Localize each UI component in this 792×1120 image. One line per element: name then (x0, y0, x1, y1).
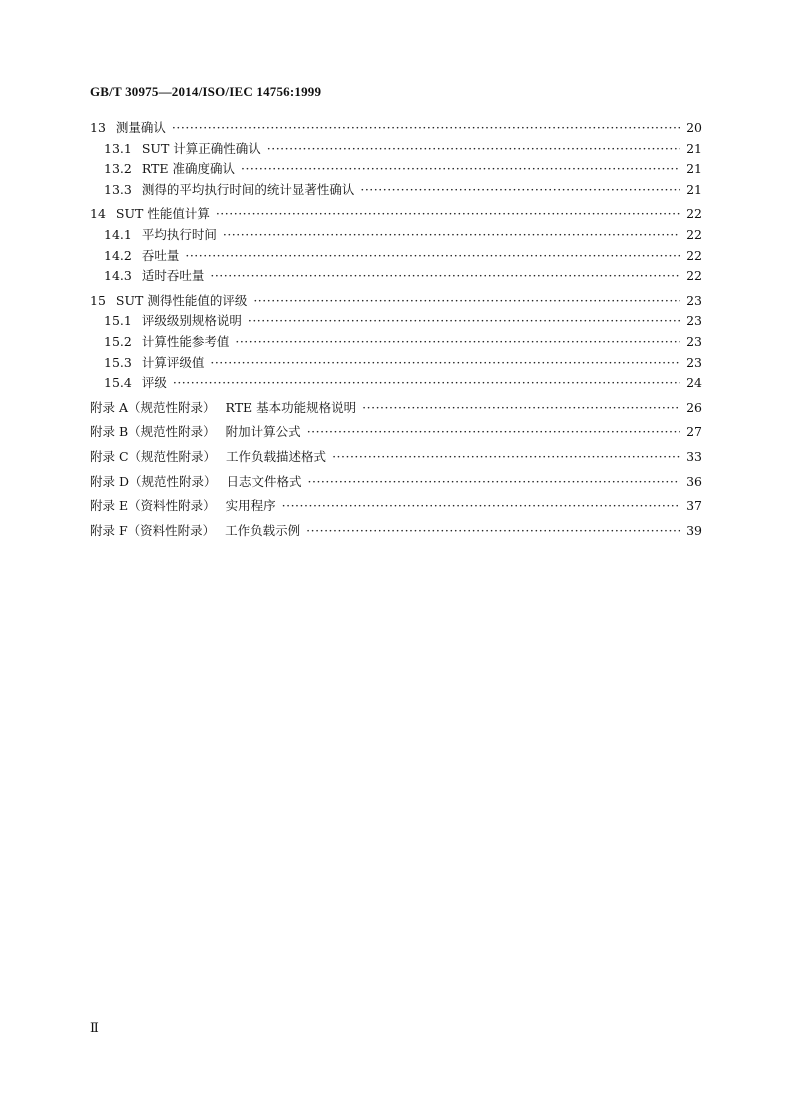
toc-entry-number: 13.2 (104, 161, 132, 177)
toc-leader-dots (308, 474, 681, 489)
table-of-contents (90, 118, 702, 541)
toc-entry-title: 平均执行时间 (141, 226, 217, 242)
toc-entry-page: 21 (686, 181, 702, 197)
toc-leader-dots (248, 313, 680, 328)
toc-entry[interactable] (90, 291, 702, 312)
toc-entry-title: 测量确认 (115, 120, 166, 135)
toc-entry-title: SUT 计算正确性确认 (141, 140, 261, 156)
toc-entry-page: 20 (686, 120, 702, 135)
toc-entry-number: 附录 D（规范性附录） (90, 473, 217, 489)
toc-leader-dots (253, 293, 680, 308)
toc-leader-dots (235, 334, 680, 349)
document-standard-header: GB/T 30975—2014/ISO/IEC 14756:1999 (90, 84, 322, 99)
toc-entry-title: 吞吐量 (141, 247, 180, 263)
toc-entry-title: SUT 性能值计算 (115, 206, 210, 222)
toc-entry[interactable] (90, 266, 702, 287)
toc-entry-title: SUT 测得性能值的评级 (115, 292, 248, 308)
toc-leader-dots (172, 120, 680, 135)
toc-entry[interactable] (90, 204, 702, 225)
toc-entry-number: 15 (90, 292, 106, 308)
toc-entry-page: 22 (686, 226, 702, 242)
toc-entry-page: 22 (686, 247, 702, 263)
toc-leader-dots (223, 227, 680, 242)
toc-entry-page: 21 (686, 140, 702, 156)
toc-entry[interactable] (90, 373, 702, 394)
toc-entry-title: 评级 (141, 375, 167, 391)
toc-entry-number: 附录 F（资料性附录） (90, 522, 216, 538)
toc-entry-page: 37 (686, 498, 702, 514)
toc-entry-number: 附录 E（资料性附录） (90, 498, 216, 514)
toc-leader-dots (282, 498, 680, 513)
toc-entry-title: 评级级别规格说明 (141, 313, 242, 329)
toc-leader-dots (306, 523, 680, 538)
toc-entry-title: 计算评级值 (141, 354, 205, 370)
toc-entry-title: 附加计算公式 (225, 424, 301, 440)
toc-entry[interactable] (90, 496, 702, 517)
toc-entry-title: 日志文件格式 (226, 473, 302, 489)
toc-entry-number: 14.2 (104, 247, 132, 263)
toc-entry-page: 33 (686, 448, 702, 464)
toc-leader-dots (173, 375, 680, 390)
toc-entry-title: 实用程序 (225, 498, 276, 514)
toc-entry-page: 22 (686, 206, 702, 222)
toc-entry-page: 23 (686, 313, 702, 329)
toc-entry[interactable] (90, 422, 702, 443)
toc-entry-number: 13 (90, 120, 106, 135)
toc-entry[interactable] (90, 139, 702, 160)
toc-entry[interactable] (90, 159, 702, 180)
toc-leader-dots (241, 161, 680, 176)
toc-entry-title: RTE 基本功能规格说明 (225, 399, 357, 415)
toc-entry[interactable] (90, 472, 702, 493)
toc-entry[interactable] (90, 353, 702, 374)
toc-entry-number: 附录 C（规范性附录） (90, 448, 217, 464)
toc-entry-number: 14.1 (104, 226, 132, 242)
toc-entry-page: 26 (686, 399, 702, 415)
toc-entry-number: 附录 B（规范性附录） (90, 424, 216, 440)
toc-entry-number: 14 (90, 206, 106, 222)
toc-entry-number: 14.3 (104, 268, 132, 284)
toc-entry-number: 附录 A（规范性附录） (90, 399, 216, 415)
toc-entry-title: 测得的平均执行时间的统计显著性确认 (141, 181, 355, 197)
toc-entry[interactable] (90, 118, 702, 139)
toc-leader-dots (216, 206, 680, 221)
toc-entry-page: 27 (686, 424, 702, 440)
toc-leader-dots (307, 424, 680, 439)
toc-entry-page: 24 (686, 375, 702, 391)
toc-entry[interactable] (90, 225, 702, 246)
toc-entry-title: 工作负载示例 (225, 522, 301, 538)
toc-entry-number: 13.1 (104, 140, 132, 156)
toc-entry-page: 23 (686, 354, 702, 370)
toc-entry-page: 21 (686, 161, 702, 177)
toc-leader-dots (332, 449, 680, 464)
toc-entry[interactable] (90, 521, 702, 542)
toc-entry[interactable] (90, 311, 702, 332)
toc-entry[interactable] (90, 180, 702, 201)
toc-entry-number: 13.3 (104, 181, 132, 197)
toc-entry-title: 适时吞吐量 (141, 268, 205, 284)
toc-entry-page: 36 (686, 473, 702, 489)
toc-entry-title: 工作负载描述格式 (226, 448, 327, 464)
toc-entry-number: 15.4 (104, 375, 132, 391)
toc-entry-title: 计算性能参考值 (141, 333, 230, 349)
toc-leader-dots (362, 400, 680, 415)
toc-entry-page: 23 (686, 292, 702, 308)
toc-entry-page: 39 (686, 522, 702, 538)
toc-entry[interactable] (90, 398, 702, 419)
toc-entry-title: RTE 准确度确认 (141, 161, 235, 177)
toc-entry-number: 15.3 (104, 354, 132, 370)
toc-entry-number: 15.2 (104, 333, 132, 349)
toc-leader-dots (185, 248, 680, 263)
toc-entry[interactable] (90, 447, 702, 468)
toc-entry-number: 15.1 (104, 313, 132, 329)
toc-entry[interactable] (90, 246, 702, 267)
toc-entry-page: 22 (686, 268, 702, 284)
toc-entry-page: 23 (686, 333, 702, 349)
toc-leader-dots (267, 141, 680, 156)
page-number-roman: Ⅱ (90, 1020, 99, 1035)
toc-leader-dots (360, 182, 680, 197)
toc-entry[interactable] (90, 332, 702, 353)
toc-leader-dots (210, 268, 680, 283)
toc-leader-dots (210, 355, 680, 370)
